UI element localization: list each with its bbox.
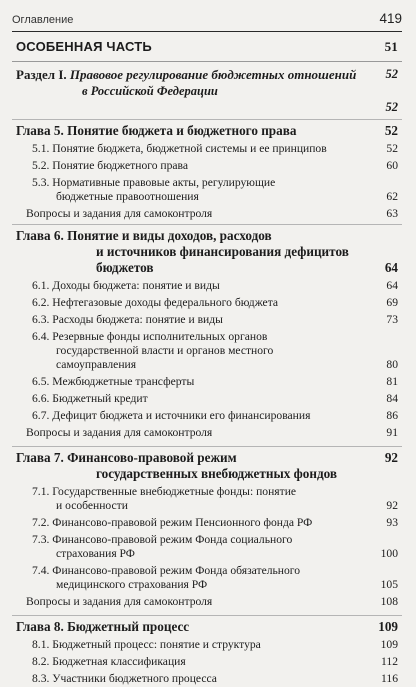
chapter-title-line2: государственных внебюджетных фондов bbox=[96, 466, 338, 481]
toc-entry[interactable] bbox=[12, 562, 402, 593]
entry-page: 92 bbox=[386, 498, 398, 512]
toc-entry[interactable] bbox=[12, 328, 402, 373]
chapter-page: 92 bbox=[384, 450, 398, 465]
toc-entry[interactable] bbox=[12, 294, 402, 311]
chapter-title: Глава 5. Понятие бюджета и бюджетного права bbox=[16, 123, 297, 138]
entry-page: 63 bbox=[386, 206, 398, 220]
entry-page: 93 bbox=[386, 515, 398, 529]
chapter-title-line2: и источников финансирования дефицитов bbox=[96, 244, 349, 259]
chapter-page: 64 bbox=[384, 260, 398, 275]
entry-page: 86 bbox=[386, 408, 398, 422]
chapter-page: 109 bbox=[378, 619, 398, 634]
section-title-line1 bbox=[16, 67, 398, 83]
entry-page: 100 bbox=[380, 546, 398, 560]
entry-page: 105 bbox=[380, 577, 398, 591]
entry-page: 52 bbox=[386, 141, 398, 155]
toc-entry[interactable] bbox=[12, 670, 402, 687]
chapter-7-heading[interactable] bbox=[12, 446, 402, 483]
part-title: ОСОБЕННАЯ ЧАСТЬ bbox=[16, 39, 152, 54]
toc-entry-questions[interactable] bbox=[12, 205, 402, 222]
entry-title: Вопросы и задания для самоконтроля bbox=[26, 594, 213, 608]
section-title: Правовое регулирование бюджетных отношений bbox=[69, 67, 357, 82]
entry-title-line1: 7.4. Финансово-правовой режим Фонда обязательного bbox=[32, 563, 301, 577]
entry-title: 6.6. Бюджетный кредит bbox=[32, 391, 148, 405]
entry-page: 112 bbox=[381, 654, 398, 668]
section-page-top: 52 bbox=[385, 67, 398, 81]
entry-title-line3: самоуправления bbox=[56, 357, 137, 371]
entry-page: 80 bbox=[386, 357, 398, 371]
toc-entry[interactable] bbox=[12, 390, 402, 407]
toc-entry[interactable] bbox=[12, 531, 402, 562]
chapter-6-heading[interactable] bbox=[12, 224, 402, 277]
part-page: 51 bbox=[384, 39, 398, 54]
entry-title-line2: бюджетные правоотношения bbox=[56, 189, 199, 203]
section-heading[interactable] bbox=[12, 62, 402, 117]
entry-page: 108 bbox=[380, 594, 398, 608]
running-header bbox=[12, 9, 402, 32]
toc-entry[interactable] bbox=[12, 277, 402, 294]
entry-title: 6.1. Доходы бюджета: понятие и виды bbox=[32, 278, 220, 292]
entry-title-line1: 7.3. Финансово-правовой режим Фонда социального bbox=[32, 532, 293, 546]
entry-title bbox=[32, 564, 300, 592]
entry-title: 6.3. Расходы бюджета: понятие и виды bbox=[32, 312, 223, 326]
entry-title: 7.2. Финансово-правовой режим Пенсионного фонда РФ bbox=[32, 515, 313, 529]
entry-title: 8.2. Бюджетная классификация bbox=[32, 654, 186, 668]
entry-title: Вопросы и задания для самоконтроля bbox=[26, 425, 213, 439]
chapter-title-line1: Глава 6. Понятие и виды доходов, расходов bbox=[16, 228, 272, 243]
spacer bbox=[12, 441, 402, 444]
entry-page: 81 bbox=[386, 374, 398, 388]
entry-title-line2: государственной власти и органов местного bbox=[56, 343, 274, 357]
entry-title-line1: 5.3. Нормативные правовые акты, регулирующие bbox=[32, 175, 276, 189]
entry-title: 5.1. Понятие бюджета, бюджетной системы и ее принципов bbox=[32, 141, 327, 155]
entry-title-line1: 6.4. Резервные фонды исполнительных органов bbox=[32, 329, 268, 343]
toc-entry[interactable] bbox=[12, 407, 402, 424]
table-of-contents bbox=[12, 36, 402, 687]
toc-entry[interactable] bbox=[12, 174, 402, 205]
entry-page: 62 bbox=[386, 189, 398, 203]
header-section-title: Оглавление bbox=[12, 14, 74, 26]
toc-entry-questions[interactable] bbox=[12, 593, 402, 610]
entry-page: 60 bbox=[386, 158, 398, 172]
toc-entry[interactable] bbox=[12, 140, 402, 157]
entry-title: 6.5. Межбюджетные трансферты bbox=[32, 374, 195, 388]
section-page: 52 bbox=[385, 100, 398, 114]
entry-page: 73 bbox=[386, 312, 398, 326]
part-heading[interactable] bbox=[12, 36, 402, 62]
section-prefix: Раздел I. bbox=[16, 67, 67, 82]
entry-title: 5.2. Понятие бюджетного права bbox=[32, 158, 189, 172]
entry-title bbox=[32, 533, 292, 561]
toc-entry[interactable] bbox=[12, 157, 402, 174]
toc-entry[interactable] bbox=[12, 653, 402, 670]
toc-entry[interactable] bbox=[12, 373, 402, 390]
entry-page: 69 bbox=[386, 295, 398, 309]
entry-page: 109 bbox=[380, 637, 398, 651]
toc-entry-questions[interactable] bbox=[12, 424, 402, 441]
chapter-8-heading[interactable] bbox=[12, 615, 402, 636]
chapter-title: Глава 8. Бюджетный процесс bbox=[16, 619, 190, 634]
entry-title: 8.1. Бюджетный процесс: понятие и структура bbox=[32, 637, 261, 651]
entry-title: 6.2. Нефтегазовые доходы федерального бюджета bbox=[32, 295, 279, 309]
entry-title-line2: и особенности bbox=[56, 498, 128, 512]
entry-title: 6.7. Дефицит бюджета и источники его финансирования bbox=[32, 408, 311, 422]
toc-entry[interactable] bbox=[12, 483, 402, 514]
entry-title: 8.3. Участники бюджетного процесса bbox=[32, 671, 217, 685]
entry-page: 91 bbox=[386, 425, 398, 439]
spacer bbox=[12, 610, 402, 613]
entry-title: Вопросы и задания для самоконтроля bbox=[26, 206, 213, 220]
entry-title-line1: 7.1. Государственные внебюджетные фонды: понятие bbox=[32, 484, 297, 498]
toc-entry[interactable] bbox=[12, 636, 402, 653]
entry-title bbox=[32, 176, 275, 204]
entry-title bbox=[32, 330, 273, 372]
chapter-page: 52 bbox=[384, 123, 398, 138]
toc-entry[interactable] bbox=[12, 311, 402, 328]
entry-title-line2: страхования РФ bbox=[56, 546, 135, 560]
entry-title-line2: медицинского страхования РФ bbox=[56, 577, 208, 591]
entry-page: 84 bbox=[386, 391, 398, 405]
entry-page: 64 bbox=[386, 278, 398, 292]
chapter-title-line3: бюджетов bbox=[96, 260, 154, 275]
chapter-5-heading[interactable] bbox=[12, 119, 402, 140]
section-title-line2: в Российской Федерации bbox=[82, 84, 218, 98]
toc-entry[interactable] bbox=[12, 514, 402, 531]
entry-title bbox=[32, 485, 296, 513]
entry-page: 116 bbox=[381, 671, 398, 685]
header-page-number: 419 bbox=[379, 11, 402, 26]
chapter-title-line1: Глава 7. Финансово-правовой режим bbox=[16, 450, 237, 465]
